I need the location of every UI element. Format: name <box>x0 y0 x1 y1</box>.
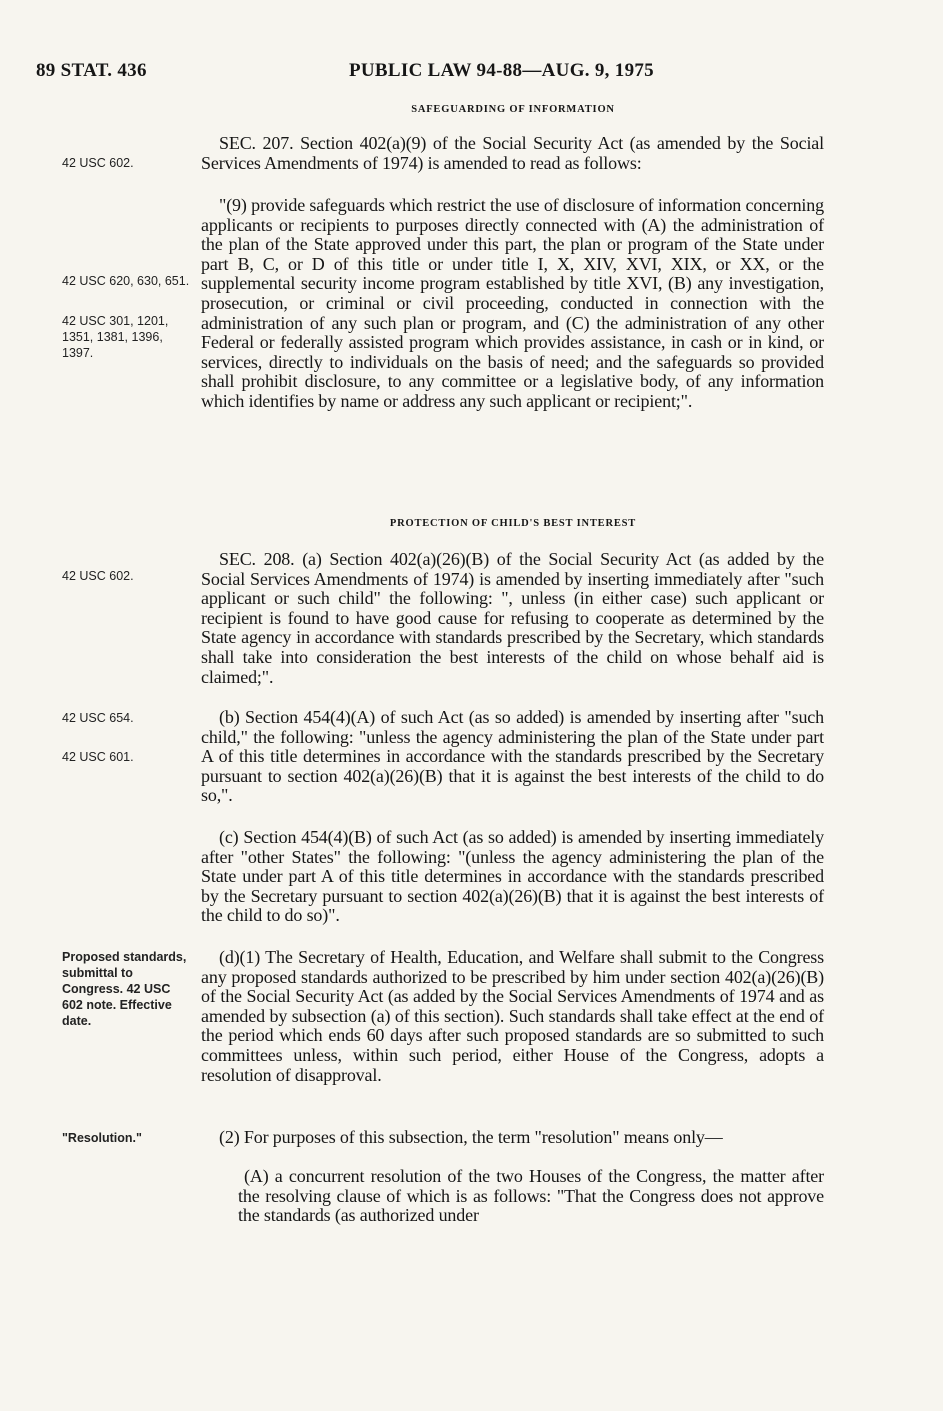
heading-safeguarding: SAFEGUARDING OF INFORMATION <box>411 104 615 115</box>
sec208-b: (b) Section 454(4)(A) of such Act (as so added) is amended by inserting after "such child," the following: "unless the agency administering the plan of the State under part A of this title determines in accordance with the standards prescribed by the Secretary pursuant to section 402(a)(26)(B) that it is against the best interests of the child to do so,". <box>201 707 824 806</box>
margin-note-602: 42 USC 602. <box>62 156 134 170</box>
page-header <box>0 60 943 84</box>
sec208-d2: (2) For purposes of this subsection, the term "resolution" means only— <box>219 1127 723 1147</box>
margin-note-602-b: 42 USC 602. <box>62 569 134 583</box>
law-title: PUBLIC LAW 94-88—AUG. 9, 1975 <box>349 60 654 81</box>
heading-child-interest: PROTECTION OF CHILD'S BEST INTEREST <box>389 518 637 529</box>
sec208-d2-a: (A) a concurrent resolution of the two Houses of the Congress, the matter after the resolving clause of which is as follows: "That the Congress does not approve the standards (as authorized under <box>238 1166 824 1226</box>
margin-note-resolution: "Resolution." <box>62 1131 142 1145</box>
sec208-a: SEC. 208. (a) Section 402(a)(26)(B) of the Social Security Act (as added by the Social Services Amendments of 1974) is amended by inserting immediately after "such applicant or such child" the following: ", unless (in either case) such applicant or recipient is found to have good cause for refusing to cooperate as determined by the State agency in accordance with standards prescribed by the Secretary, which standards shall take into consideration the best interests of the child on whose behalf aid is claimed;". <box>201 549 824 687</box>
margin-note-proposed-standards: Proposed standards, submittal to Congress. 42 USC 602 note. Effective date. <box>62 950 187 1028</box>
margin-note-620: 42 USC 620, 630, 651. <box>62 274 190 288</box>
sec208-c: (c) Section 454(4)(B) of such Act (as so added) is amended by inserting immediately after "other States" the following: "(unless the agency administering the plan of the State under part A of this title determines in accordance with the standards prescribed by the Secretary pursuant to section 402(a)(26)(B) that it is against the best interests of the child to do so)". <box>201 827 824 926</box>
sec207-intro: SEC. 207. Section 402(a)(9) of the Social Security Act (as amended by the Social Services Amendments of 1974) is amended to read as follows: <box>201 133 824 173</box>
sec207-quote: "(9) provide safeguards which restrict the use of disclosure of information concerning applicants or recipients to purposes directly connected with (A) the administration of the plan of the State approved under this part, the plan or program of the State under part B, C, or D of this title or under title I, X, XIV, XVI, XIX, or XX, or the supplemental security income program established by title XVI, (B) any investigation, prosecution, or criminal or civil proceeding, conducted in connection with the administration of any such plan or program, and (C) the administration of any other Federal or federally assisted program which provides assistance, in cash or in kind, or services, directly to individuals on the basis of need; and the safeguards so provided shall prohibit disclosure, to any committee or a legislative body, of any information which identifies by name or address any such applicant or recipient;". <box>201 195 824 411</box>
sec208-d1: (d)(1) The Secretary of Health, Education, and Welfare shall submit to the Congress any proposed standards authorized to be prescribed by him under section 402(a)(26)(B) of the Social Security Act (as added by the Social Services Amendments of 1974 and as amended by subsection (a) of this section). Such standards shall take effect at the end of the period which ends 60 days after such proposed standards are so submitted to such committees unless, within such period, either House of the Congress, adopts a resolution of disapproval. <box>201 947 824 1085</box>
margin-note-601: 42 USC 601. <box>62 750 134 764</box>
stat-page-number: 89 STAT. 436 <box>36 60 147 81</box>
margin-note-301: 42 USC 301, 1201, 1351, 1381, 1396, 1397. <box>62 314 169 360</box>
margin-note-654: 42 USC 654. <box>62 711 134 725</box>
